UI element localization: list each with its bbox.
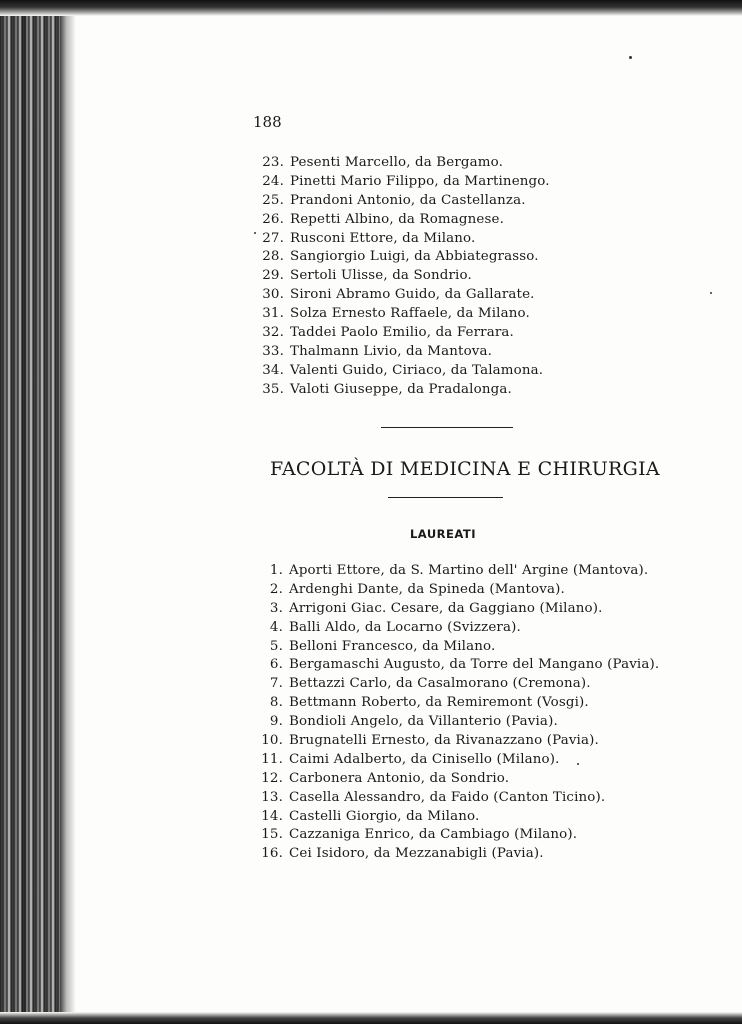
list-item-text: Valoti Giuseppe, da Pradalonga. bbox=[290, 381, 512, 397]
graduates-list bbox=[261, 562, 660, 864]
list-item bbox=[261, 751, 659, 770]
list-item-number: 29. bbox=[262, 268, 284, 284]
book-binding bbox=[0, 0, 68, 1024]
subheading: LAUREATI bbox=[409, 527, 477, 541]
list-item-number: 12. bbox=[261, 770, 283, 786]
students-list bbox=[262, 154, 550, 400]
list-item-text: Casella Alessandro, da Faido (Canton Ticino). bbox=[289, 789, 606, 805]
list-item bbox=[262, 230, 550, 249]
list-item-text: Belloni Francesco, da Milano. bbox=[289, 638, 496, 654]
list-item bbox=[262, 192, 550, 211]
list-item-text: Bergamaschi Augusto, da Torre del Mangano (Pavia). bbox=[289, 657, 660, 673]
list-item-number: 25. bbox=[262, 192, 284, 208]
list-item bbox=[261, 826, 659, 845]
list-item-text: Cazzaniga Enrico, da Cambiago (Milano). bbox=[289, 827, 578, 843]
list-item-number: 2. bbox=[269, 581, 283, 597]
list-item bbox=[269, 638, 659, 657]
list-item-number: 34. bbox=[262, 362, 284, 378]
list-item bbox=[262, 248, 550, 267]
ink-speck bbox=[710, 292, 712, 294]
list-item bbox=[262, 211, 550, 230]
list-item bbox=[269, 713, 659, 732]
list-item-number: 6. bbox=[269, 657, 283, 673]
list-item-text: Repetti Albino, da Romagnese. bbox=[290, 211, 504, 227]
list-item-number: 4. bbox=[269, 619, 283, 635]
bottom-page-edge bbox=[0, 1012, 742, 1024]
list-item bbox=[262, 362, 550, 381]
list-item-text: Solza Ernesto Raffaele, da Milano. bbox=[290, 306, 530, 322]
section-title: FACOLTÀ DI MEDICINA E CHIRURGIA bbox=[270, 458, 660, 480]
list-item-number: 8. bbox=[269, 695, 283, 711]
list-item-text: Brugnatelli Ernesto, da Rivanazzano (Pavia). bbox=[289, 733, 599, 749]
list-item-text: Rusconi Ettore, da Milano. bbox=[290, 230, 476, 246]
list-item-text: Caimi Adalberto, da Cinisello (Milano). bbox=[289, 751, 560, 767]
list-item bbox=[262, 343, 550, 362]
list-item bbox=[261, 732, 659, 751]
list-item bbox=[269, 600, 659, 619]
list-item-text: Balli Aldo, da Locarno (Svizzera). bbox=[289, 619, 521, 635]
list-item-text: Thalmann Livio, da Mantova. bbox=[290, 343, 493, 359]
list-item bbox=[261, 808, 659, 827]
list-item-text: Bettmann Roberto, da Remiremont (Vosgi). bbox=[289, 695, 589, 711]
list-item-text: Carbonera Antonio, da Sondrio. bbox=[289, 770, 510, 786]
list-item bbox=[262, 267, 550, 286]
list-item-number: 30. bbox=[262, 287, 284, 303]
list-item bbox=[262, 381, 550, 400]
list-item-number: 24. bbox=[262, 173, 284, 189]
list-item-text: Sironi Abramo Guido, da Gallarate. bbox=[290, 287, 535, 303]
list-item-number: 10. bbox=[261, 733, 283, 749]
section-divider bbox=[381, 427, 513, 428]
list-item-number: 7. bbox=[269, 676, 283, 692]
list-item-text: Castelli Giorgio, da Milano. bbox=[289, 808, 480, 824]
list-item-number: 14. bbox=[261, 808, 283, 824]
list-item bbox=[269, 675, 659, 694]
list-item bbox=[261, 789, 659, 808]
list-item bbox=[261, 770, 659, 789]
list-item bbox=[269, 581, 659, 600]
list-item-text: Taddei Paolo Emilio, da Ferrara. bbox=[290, 325, 514, 341]
list-item bbox=[262, 173, 550, 192]
list-item-number: 16. bbox=[261, 846, 283, 862]
list-item-text: Bondioli Angelo, da Villanterio (Pavia). bbox=[289, 714, 558, 730]
list-item-number: 5. bbox=[269, 638, 283, 654]
list-item-number: 26. bbox=[262, 211, 284, 227]
list-item-number: 33. bbox=[262, 343, 284, 359]
list-item-number: 9. bbox=[269, 714, 283, 730]
list-item-number: 28. bbox=[262, 249, 284, 265]
list-item bbox=[262, 305, 550, 324]
list-item-text: Pesenti Marcello, da Bergamo. bbox=[290, 155, 503, 170]
list-item-text: Arrigoni Giac. Cesare, da Gaggiano (Milano). bbox=[289, 600, 603, 616]
list-item bbox=[269, 562, 659, 581]
list-item-text: Bettazzi Carlo, da Casalmorano (Cremona). bbox=[289, 676, 591, 692]
ink-speck bbox=[629, 56, 632, 59]
list-item bbox=[262, 154, 550, 173]
list-item-text: Ardenghi Dante, da Spineda (Mantova). bbox=[289, 581, 565, 597]
list-item bbox=[269, 619, 659, 638]
list-item-number: 11. bbox=[261, 751, 283, 767]
list-item bbox=[261, 845, 659, 864]
list-item-number: 35. bbox=[262, 381, 284, 397]
top-page-edge bbox=[0, 0, 742, 16]
list-item-text: Sangiorgio Luigi, da Abbiategrasso. bbox=[290, 249, 539, 265]
page-number: 188 bbox=[253, 113, 282, 131]
list-item-text: Cei Isidoro, da Mezzanabigli (Pavia). bbox=[289, 846, 544, 862]
list-item-text: Prandoni Antonio, da Castellanza. bbox=[290, 192, 526, 208]
list-item-number: 1. bbox=[269, 563, 283, 578]
binding-gutter bbox=[60, 0, 76, 1024]
list-item bbox=[262, 286, 550, 305]
list-item-text: Sertoli Ulisse, da Sondrio. bbox=[290, 268, 472, 284]
list-item bbox=[269, 694, 659, 713]
list-item-number: 13. bbox=[261, 789, 283, 805]
list-item-number: 23. bbox=[262, 155, 284, 170]
list-item-number: 31. bbox=[262, 306, 284, 322]
list-item-text: Pinetti Mario Filippo, da Martinengo. bbox=[290, 173, 550, 189]
list-item bbox=[269, 656, 660, 675]
list-item-number: 3. bbox=[269, 600, 283, 616]
ink-speck bbox=[577, 763, 579, 765]
list-item-text: Aporti Ettore, da S. Martino dell' Argine (Mantova). bbox=[289, 563, 649, 578]
list-item-number: 15. bbox=[261, 827, 283, 843]
list-item-number: 32. bbox=[262, 325, 284, 341]
ink-speck bbox=[254, 232, 256, 234]
title-underline bbox=[388, 497, 503, 498]
list-item-number: 27. bbox=[262, 230, 284, 246]
list-item bbox=[262, 324, 550, 343]
list-item-text: Valenti Guido, Ciriaco, da Talamona. bbox=[290, 362, 544, 378]
